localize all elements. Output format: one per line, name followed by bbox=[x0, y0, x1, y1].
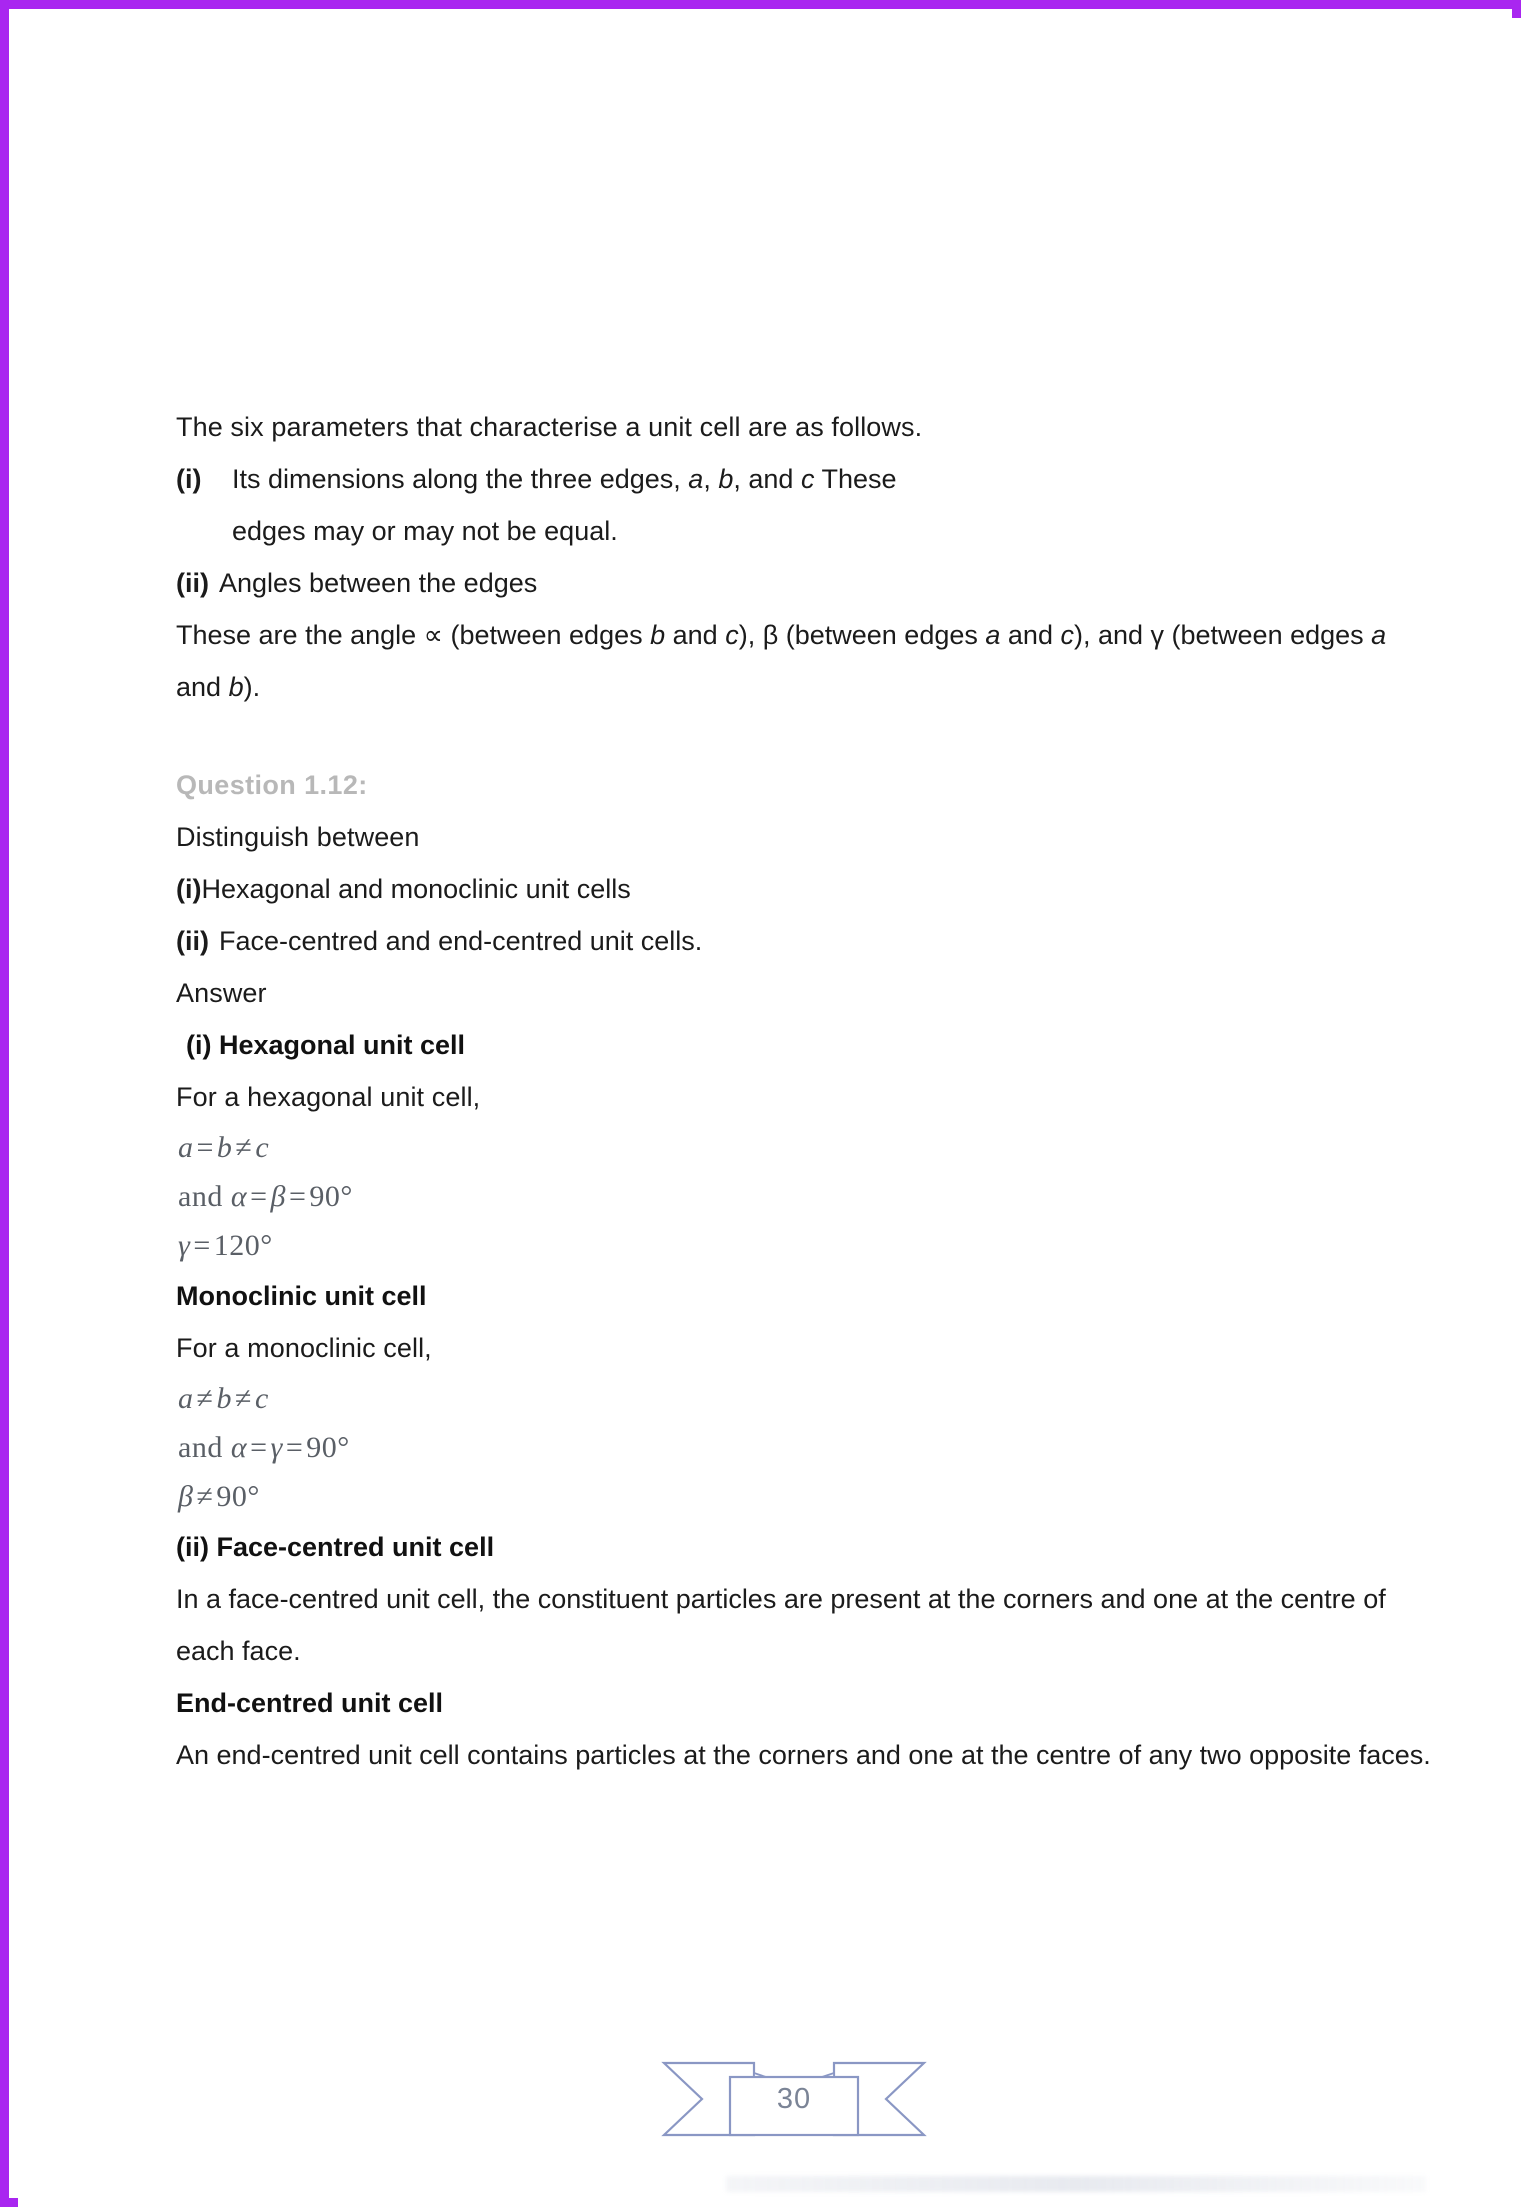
hex-eq1-rhs: c bbox=[255, 1131, 270, 1164]
hexagonal-equation-3 bbox=[176, 1221, 1436, 1270]
angles-text-5: (between edges bbox=[778, 620, 986, 650]
hexagonal-equation-2 bbox=[176, 1172, 1436, 1221]
intro-i-text-b: These bbox=[814, 464, 897, 494]
page-border-inner bbox=[18, 18, 1521, 2207]
mono-eq1-mid: b bbox=[216, 1382, 232, 1415]
angles-text-9: and bbox=[176, 672, 229, 702]
intro-i-var-b: b bbox=[718, 464, 734, 494]
question-list-text-i: Hexagonal and monoclinic unit cells bbox=[201, 874, 631, 904]
angles-text-6: and bbox=[1000, 620, 1061, 650]
intro-list-item-i-continuation: edges may or may not be equal. bbox=[232, 516, 618, 546]
intro-i-sep-2: , and bbox=[733, 464, 801, 494]
monoclinic-equation-1 bbox=[176, 1374, 1436, 1423]
hex-eq2-prefix: and bbox=[178, 1180, 223, 1213]
scan-artifact-smudge bbox=[726, 2176, 1426, 2192]
angles-var-b2: b bbox=[228, 672, 244, 702]
mono-eq2-prefix: and bbox=[178, 1431, 223, 1464]
answer-part-ii-heading: (ii) Face-centred unit cell bbox=[176, 1532, 495, 1562]
mono-eq2-gamma: γ bbox=[270, 1431, 283, 1464]
angles-text-2: (between edges bbox=[442, 620, 651, 650]
hex-eq3-value: 120° bbox=[213, 1229, 273, 1262]
mono-eq1-lhs: a bbox=[178, 1382, 194, 1415]
intro-i-sep-1: , bbox=[703, 464, 719, 494]
document-content bbox=[176, 401, 1436, 1781]
hexagonal-equation-1 bbox=[176, 1123, 1436, 1172]
hexagonal-lead-text: For a hexagonal unit cell, bbox=[176, 1082, 481, 1112]
page-footer-ribbon bbox=[658, 2051, 930, 2147]
monoclinic-lead-text: For a monoclinic cell, bbox=[176, 1333, 432, 1363]
face-centred-paragraph: In a face-centred unit cell, the constituent particles are present at the corners and one at the centre of each face. bbox=[176, 1584, 1386, 1666]
question-list-text-ii: Face-centred and end-centred unit cells. bbox=[219, 926, 703, 956]
hex-eq3-op1: = bbox=[193, 1229, 211, 1262]
answer-part-i-heading: (i) Hexagonal unit cell bbox=[186, 1030, 466, 1060]
intro-i-text-a: Its dimensions along the three edges, bbox=[232, 464, 689, 494]
mono-eq1-rhs: c bbox=[254, 1382, 269, 1415]
intro-i-var-c: c bbox=[800, 464, 815, 494]
mono-eq2-op2: = bbox=[285, 1431, 304, 1464]
mono-eq2-value: 90° bbox=[306, 1431, 350, 1464]
mono-eq2-op1: = bbox=[250, 1431, 268, 1464]
angles-var-b: b bbox=[650, 620, 666, 650]
mono-eq1-op2: ≠ bbox=[234, 1382, 252, 1415]
question-list-item-ii bbox=[176, 915, 1436, 967]
mono-eq3-op1: ≠ bbox=[196, 1480, 214, 1513]
monoclinic-equation-3 bbox=[176, 1472, 1436, 1521]
mono-eq1-op1: ≠ bbox=[196, 1382, 214, 1415]
question-list-marker-i: (i) bbox=[176, 874, 202, 904]
answer-label: Answer bbox=[176, 978, 267, 1008]
intro-list-marker-i: (i) bbox=[176, 464, 202, 494]
angles-var-a: a bbox=[985, 620, 1001, 650]
hex-eq2-value: 90° bbox=[309, 1180, 353, 1213]
end-centred-heading: End-centred unit cell bbox=[176, 1688, 444, 1718]
hex-eq1-op1: = bbox=[196, 1131, 214, 1164]
mono-eq3-value: 90° bbox=[216, 1480, 260, 1513]
question-prompt: Distinguish between bbox=[176, 822, 420, 852]
angles-text-8: (between edges bbox=[1164, 620, 1372, 650]
intro-list-item-i bbox=[176, 453, 1436, 505]
angles-var-a2: a bbox=[1371, 620, 1387, 650]
monoclinic-equation-2 bbox=[176, 1423, 1436, 1472]
hex-eq1-mid: b bbox=[216, 1131, 233, 1164]
angles-var-c2: c bbox=[1060, 620, 1074, 650]
monoclinic-heading: Monoclinic unit cell bbox=[176, 1281, 427, 1311]
angles-var-c: c bbox=[725, 620, 739, 650]
hex-eq1-op2: ≠ bbox=[235, 1131, 253, 1164]
page-number-label: 30 bbox=[776, 2082, 812, 2115]
hex-eq2-op2: = bbox=[288, 1180, 307, 1213]
question-list-marker-ii: (ii) bbox=[176, 926, 209, 956]
angles-text-3: and bbox=[665, 620, 726, 650]
angles-text-7: ), and bbox=[1073, 620, 1151, 650]
intro-list-marker-ii: (ii) bbox=[176, 568, 209, 598]
gamma-symbol: γ bbox=[1150, 620, 1165, 650]
mono-eq3-beta: β bbox=[178, 1480, 194, 1513]
question-list-item-i bbox=[176, 863, 1436, 915]
angles-text-1: These are the angle bbox=[176, 620, 424, 650]
alpha-symbol: ∝ bbox=[423, 620, 443, 650]
intro-lead-text: The six parameters that characterise a unit cell are as follows. bbox=[176, 412, 923, 442]
section-spacer bbox=[176, 713, 1436, 759]
hex-eq3-gamma: γ bbox=[178, 1229, 191, 1262]
intro-list-item-ii bbox=[176, 557, 1436, 609]
hex-eq1-lhs: a bbox=[178, 1131, 194, 1164]
hex-eq2-alpha: α bbox=[230, 1180, 248, 1213]
intro-list-text-i bbox=[232, 453, 1436, 505]
intro-list-text-ii: Angles between the edges bbox=[219, 568, 538, 598]
intro-i-var-a: a bbox=[688, 464, 704, 494]
hex-eq2-beta: β bbox=[270, 1180, 286, 1213]
angles-text-4: ), bbox=[738, 620, 763, 650]
end-centred-paragraph: An end-centred unit cell contains particles at the corners and one at the centre of any two opposite faces. bbox=[176, 1740, 1431, 1770]
mono-eq2-alpha: α bbox=[230, 1431, 248, 1464]
hex-eq2-op1: = bbox=[250, 1180, 268, 1213]
angles-text-10: ). bbox=[243, 672, 261, 702]
angles-paragraph bbox=[176, 609, 1434, 713]
document-sheet bbox=[46, 46, 1521, 2209]
beta-symbol: β bbox=[762, 620, 779, 650]
question-heading: Question 1.12: bbox=[176, 770, 368, 800]
